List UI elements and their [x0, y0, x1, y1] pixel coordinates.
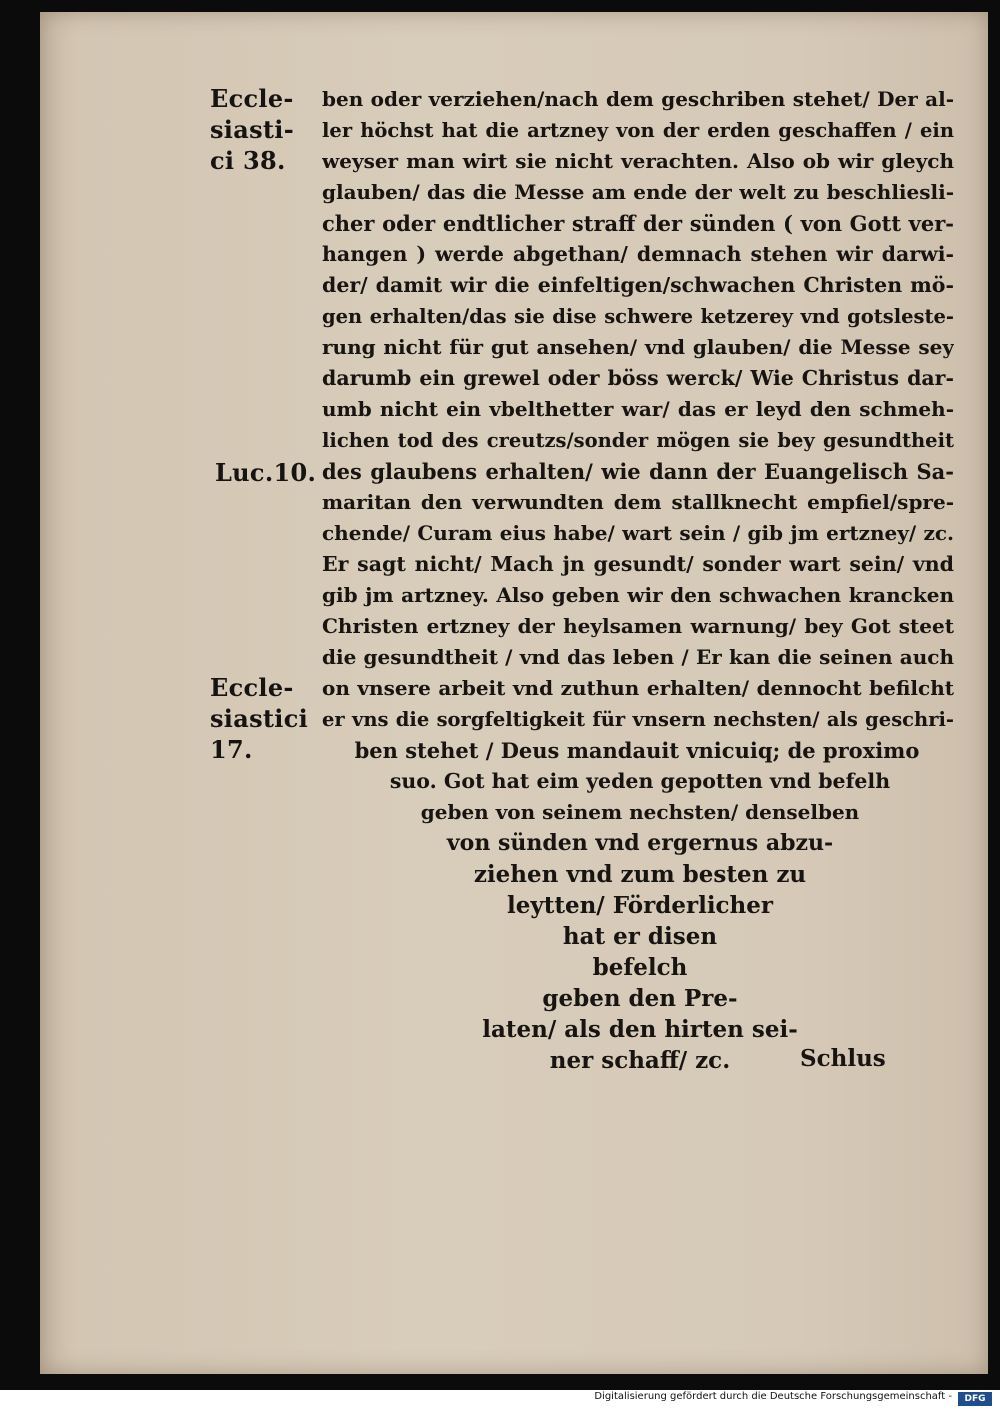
text-line: Er sagt nicht/ Mach jn gesundt/ sonder wart sein/ vnd [322, 552, 954, 576]
catchword: Schlus [800, 1045, 886, 1072]
text-line: chende/ Curam eius habe/ wart sein / gib jm ertzney/ zc. [322, 521, 954, 545]
text-line: ler höchst hat die artzney von der erden geschaffen / ein [322, 119, 954, 142]
margin-note-ecclesiastici-38: Eccle- siasti- ci 38. [210, 84, 294, 175]
text-line: laten/ als den hirten sei- [482, 1016, 798, 1043]
text-line: hat er disen [562, 923, 718, 950]
text-line: suo. Got hat eim yeden gepotten vnd befelh [389, 769, 891, 793]
text-line: darumb ein grewel oder böss werck/ Wie Christus dar- [322, 366, 954, 390]
text-line: gen erhalten/das sie dise schwere ketzerey vnd gotsleste- [322, 305, 954, 328]
text-line: ner schaff/ zc. [549, 1047, 731, 1074]
text-line: befelch [592, 954, 688, 981]
text-line: lichen tod des creutzs/sonder mögen sie bey gesundtheit [322, 429, 954, 452]
text-line: der/ damit wir die einfeltigen/schwachen Christen mö- [322, 273, 954, 297]
text-line: gib jm artzney. Also geben wir den schwachen krancken [322, 583, 954, 607]
text-line: geben den Pre- [542, 985, 738, 1012]
text-line: von sünden vnd ergernus abzu- [446, 830, 834, 856]
text-line: hangen ) werde abgethan/ demnach stehen wir darwi- [322, 242, 954, 266]
text-line: maritan den verwundten dem stallknecht empfiel/spre- [322, 490, 954, 514]
text-line: ziehen vnd zum besten zu [473, 861, 807, 888]
dfg-logo-icon: DFG [958, 1392, 992, 1406]
margin-note-ecclesiastici-17: Eccle- siastici 17. [210, 673, 309, 764]
text-line: rung nicht für gut ansehen/ vnd glauben/ die Messe sey [322, 335, 954, 359]
text-line: on vnsere arbeit vnd zuthun erhalten/ dennocht befilcht [322, 676, 954, 700]
text-line-latin: ben stehet / Deus mandauit vnicuiq; de proximo [354, 738, 920, 763]
text-line: Christen ertzney der heylsamen warnung/ bey Got steet [322, 614, 954, 638]
text-line: des glaubens erhalten/ wie dann der Euangelisch Sa- [322, 459, 954, 484]
text-line: umb nicht ein vbelthetter war/ das er leyd den schmeh- [322, 397, 954, 421]
margin-note-luc-10: Luc.10. [215, 458, 317, 487]
text-line: leytten/ Förderlicher [506, 892, 774, 919]
text-line: weyser man wirt sie nicht verachten. Also ob wir gleych [322, 149, 954, 173]
text-line: die gesundtheit / vnd das leben / Er kan die seinen auch [322, 645, 954, 669]
text-line: er vns die sorgfeltigkeit für vnsern nechsten/ als geschri- [322, 708, 954, 731]
text-line: geben von seinem nechsten/ denselben [420, 800, 860, 824]
text-line: glauben/ das die Messe am ende der welt zu beschliesli- [322, 180, 954, 204]
book-page [40, 12, 988, 1374]
footer-credit: Digitalisierung gefördert durch die Deutsche Forschungsgemeinschaft - [594, 1391, 952, 1402]
text-line: ben oder verziehen/nach dem geschriben stehet/ Der al- [322, 87, 954, 111]
digitization-footer [0, 1390, 1000, 1409]
text-line: cher oder endtlicher straff der sünden ( von Gott ver- [322, 211, 954, 236]
